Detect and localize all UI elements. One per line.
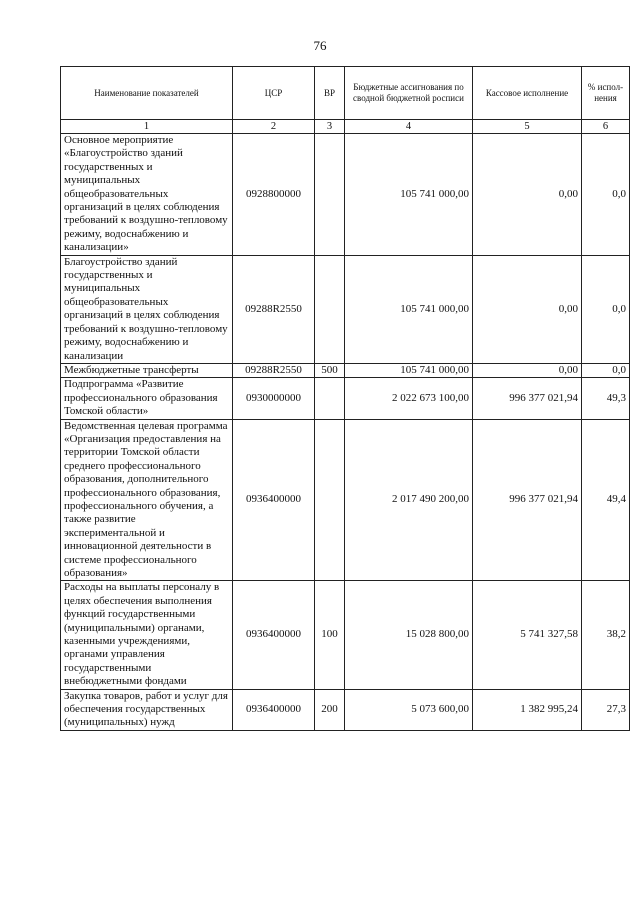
table-row xyxy=(61,134,630,256)
row-cash: 0,00 xyxy=(473,255,582,363)
row-budget: 2 022 673 100,00 xyxy=(345,378,473,419)
row-budget: 105 741 000,00 xyxy=(345,363,473,377)
row-vr: 100 xyxy=(315,581,345,689)
page-number: 76 xyxy=(313,38,327,53)
row-percent: 27,3 xyxy=(582,689,630,730)
row-csr: 09288R2550 xyxy=(233,255,315,363)
row-percent: 0,0 xyxy=(582,363,630,377)
header-csr: ЦСР xyxy=(233,67,315,120)
row-vr xyxy=(315,255,345,363)
row-name: Основное мероприятие «Благоустройство зданий государственных и муниципальных общеобразовательных организаций в целях соблюдения требований к воздушно-тепловому режиму, водоснабжению и канализации» xyxy=(61,134,233,256)
table-header-row xyxy=(61,67,630,120)
row-percent: 38,2 xyxy=(582,581,630,689)
column-number: 6 xyxy=(582,120,630,134)
row-name: Подпрограмма «Развитие профессионального образования Томской области» xyxy=(61,378,233,419)
row-cash: 996 377 021,94 xyxy=(473,419,582,581)
table-row xyxy=(61,363,630,377)
header-name: Наименование показателей xyxy=(61,67,233,120)
row-cash: 996 377 021,94 xyxy=(473,378,582,419)
budget-execution-table xyxy=(60,66,630,731)
row-budget: 105 741 000,00 xyxy=(345,255,473,363)
row-name: Закупка товаров, работ и услуг для обеспечения государственных (муниципальных) нужд xyxy=(61,689,233,730)
row-budget: 5 073 600,00 xyxy=(345,689,473,730)
row-vr: 200 xyxy=(315,689,345,730)
header-percent: % испол-нения xyxy=(582,67,630,120)
column-number: 4 xyxy=(345,120,473,134)
row-csr: 0936400000 xyxy=(233,581,315,689)
row-name: Расходы на выплаты персоналу в целях обеспечения выполнения функций государственными (муниципальными) органами, казенными учреждениями, органами управления государственными внебюджетными фондами xyxy=(61,581,233,689)
column-number: 2 xyxy=(233,120,315,134)
header-budget: Бюджетные ассигнования по сводной бюджетной росписи xyxy=(345,67,473,120)
row-budget: 2 017 490 200,00 xyxy=(345,419,473,581)
column-number: 3 xyxy=(315,120,345,134)
table-row xyxy=(61,255,630,363)
row-csr: 09288R2550 xyxy=(233,363,315,377)
table-row xyxy=(61,689,630,730)
row-name: Ведомственная целевая программа «Организация предоставления на территории Томской области среднего профессионального образования, дополнительного профессионального образования, профессионального обучения, а также развитие экспериментальной и инновационной деятельности в системе профессионального образования» xyxy=(61,419,233,581)
row-budget: 15 028 800,00 xyxy=(345,581,473,689)
row-vr xyxy=(315,419,345,581)
header-vr: ВР xyxy=(315,67,345,120)
row-csr: 0936400000 xyxy=(233,689,315,730)
table-row xyxy=(61,378,630,419)
row-cash: 0,00 xyxy=(473,363,582,377)
row-cash: 0,00 xyxy=(473,134,582,256)
row-budget: 105 741 000,00 xyxy=(345,134,473,256)
header-cash: Кассовое исполнение xyxy=(473,67,582,120)
row-percent: 0,0 xyxy=(582,134,630,256)
row-csr: 0936400000 xyxy=(233,419,315,581)
table-row xyxy=(61,419,630,581)
column-number-row xyxy=(61,120,630,134)
table-row xyxy=(61,581,630,689)
row-csr: 0930000000 xyxy=(233,378,315,419)
row-name: Межбюджетные трансферты xyxy=(61,363,233,377)
row-percent: 49,4 xyxy=(582,419,630,581)
column-number: 1 xyxy=(61,120,233,134)
row-percent: 0,0 xyxy=(582,255,630,363)
row-cash: 5 741 327,58 xyxy=(473,581,582,689)
column-number: 5 xyxy=(473,120,582,134)
row-csr: 0928800000 xyxy=(233,134,315,256)
row-vr xyxy=(315,378,345,419)
row-percent: 49,3 xyxy=(582,378,630,419)
row-vr xyxy=(315,134,345,256)
row-name: Благоустройство зданий государственных и муниципальных общеобразовательных организаций в целях соблюдения требований к воздушно-тепловому режиму, водоснабжению и канализации xyxy=(61,255,233,363)
row-vr: 500 xyxy=(315,363,345,377)
row-cash: 1 382 995,24 xyxy=(473,689,582,730)
